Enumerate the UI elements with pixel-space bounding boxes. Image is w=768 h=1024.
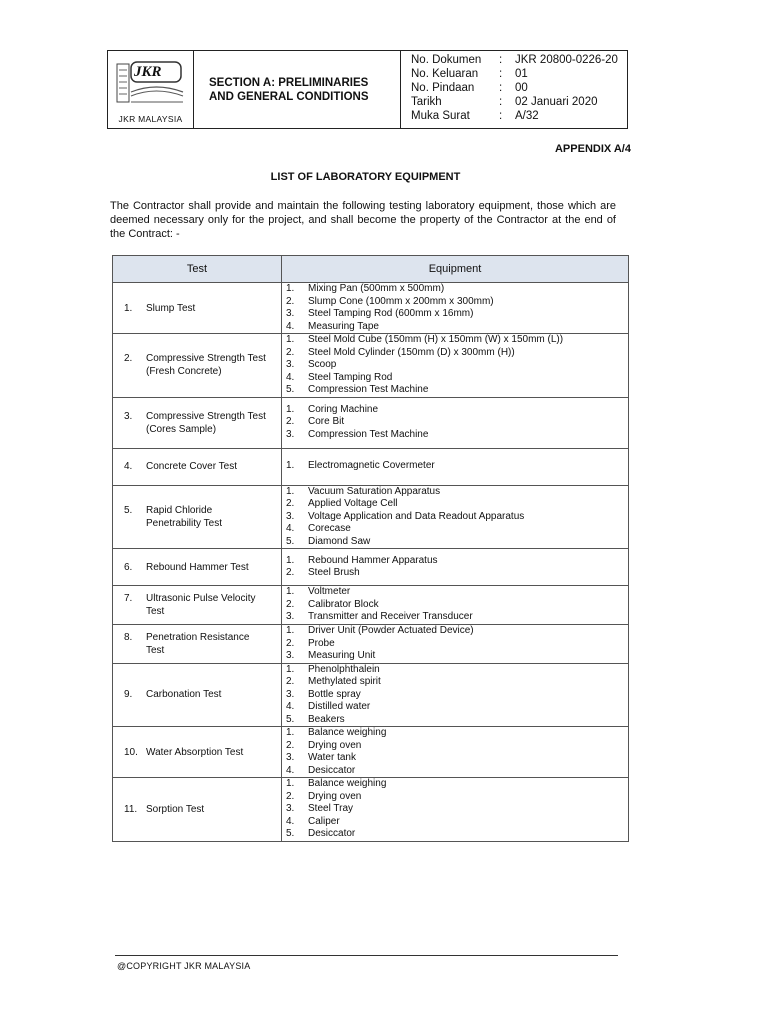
list-item [286, 740, 628, 753]
section-title-line2: AND GENERAL CONDITIONS [209, 90, 369, 103]
list-item [286, 347, 628, 360]
equipment-name: Mixing Pan (500mm x 500mm) [308, 283, 445, 294]
equipment-name: Desiccator [308, 828, 356, 839]
test-cell [113, 334, 282, 398]
list-item [286, 460, 628, 473]
copyright-footer: @COPYRIGHT JKR MALAYSIA [117, 961, 251, 971]
test-number: 7. [124, 593, 133, 604]
equipment-number: 1. [286, 778, 295, 789]
equipment-name: Distilled water [308, 701, 371, 712]
equipment-name: Steel Mold Cylinder (150mm (D) x 300mm (H)) [308, 346, 515, 358]
test-cell [113, 485, 282, 549]
meta-separator: : [499, 54, 503, 66]
section-title [194, 51, 401, 128]
test-name: Carbonation Test [146, 689, 222, 701]
test-name: Penetrability Test [146, 517, 222, 529]
equipment-number: 1. [286, 554, 295, 566]
equipment-cell [282, 663, 629, 727]
table-row [113, 586, 629, 625]
equipment-number: 1. [286, 334, 295, 345]
equipment-name: Probe [308, 637, 335, 649]
equipment-number: 5. [286, 828, 295, 839]
meta-row [411, 81, 627, 95]
test-number: 4. [124, 461, 133, 472]
equipment-name: Steel Mold Cube (150mm (H) x 150mm (W) x 150mm (L)) [308, 334, 564, 345]
equipment-name: Coring Machine [308, 403, 379, 415]
equipment-number: 2. [286, 498, 295, 509]
equipment-name: Calibrator Block [308, 598, 379, 610]
meta-value: 02 Januari 2020 [515, 96, 598, 108]
meta-label: Tarikh [411, 96, 442, 108]
equipment-name: Rebound Hammer Apparatus [308, 554, 438, 566]
equipment-number: 3. [286, 803, 295, 814]
table-header-row [113, 256, 629, 283]
equipment-number: 1. [286, 625, 295, 636]
test-name: Sorption Test [146, 803, 205, 815]
equipment-name: Transmitter and Receiver Transducer [308, 611, 473, 623]
list-item [286, 321, 628, 334]
equipment-number: 3. [286, 510, 295, 522]
equipment-number: 4. [286, 371, 295, 383]
equipment-name: Vacuum Saturation Apparatus [308, 485, 441, 497]
test-cell [113, 549, 282, 586]
table-row [113, 283, 629, 334]
equipment-number: 1. [286, 586, 295, 598]
list-item [286, 372, 628, 385]
equipment-number: 2. [286, 739, 295, 751]
test-cell [113, 625, 282, 664]
test-cell [113, 778, 282, 842]
header-equipment: Equipment [282, 256, 629, 283]
list-item [286, 283, 628, 296]
test-number: 5. [124, 504, 133, 516]
equipment-name: Bottle spray [308, 688, 361, 700]
equipment-name: Driver Unit (Powder Actuated Device) [308, 625, 474, 636]
meta-separator: : [499, 82, 503, 94]
test-cell [113, 283, 282, 334]
list-item [286, 416, 628, 429]
equipment-number: 2. [286, 567, 295, 578]
equipment-name: Compression Test Machine [308, 384, 429, 395]
equipment-name: Steel Tray [308, 803, 354, 814]
meta-value: JKR 20800-0226-20 [515, 54, 618, 66]
equipment-cell [282, 727, 629, 778]
test-name: Compressive Strength Test [146, 410, 266, 422]
meta-row [411, 95, 627, 109]
equipment-number: 2. [286, 295, 295, 307]
list-item [286, 511, 628, 524]
equipment-name: Steel Brush [308, 567, 360, 578]
table-row [113, 625, 629, 664]
equipment-number: 3. [286, 359, 295, 370]
test-name: Rapid Chloride [146, 504, 213, 516]
equipment-cell [282, 625, 629, 664]
equipment-name: Voltmeter [308, 586, 351, 598]
list-item [286, 334, 628, 347]
equipment-number: 3. [286, 650, 295, 661]
test-name: Ultrasonic Pulse Velocity [146, 593, 256, 604]
meta-value: A/32 [515, 110, 539, 122]
header-test: Test [113, 256, 282, 283]
equipment-number: 3. [286, 688, 295, 700]
equipment-name: Applied Voltage Cell [308, 498, 398, 509]
list-item [286, 486, 628, 499]
equipment-name: Drying oven [308, 790, 362, 802]
equipment-number: 5. [286, 535, 295, 547]
equipment-name: Electromagnetic Covermeter [308, 460, 435, 472]
list-item [286, 625, 628, 638]
meta-label: Muka Surat [411, 110, 470, 122]
meta-value: 00 [515, 82, 528, 94]
test-number: 2. [124, 353, 133, 365]
test-cell [113, 448, 282, 485]
meta-separator: : [499, 68, 503, 80]
list-item [286, 359, 628, 372]
list-item [286, 498, 628, 511]
equipment-name: Corecase [308, 523, 351, 534]
list-item [286, 778, 628, 791]
equipment-number: 2. [286, 790, 295, 802]
equipment-number: 2. [286, 416, 295, 428]
meta-label: No. Pindaan [411, 82, 475, 94]
test-number: 11. [124, 803, 138, 815]
document-meta [401, 51, 627, 128]
list-item [286, 765, 628, 778]
list-item [286, 689, 628, 702]
equipment-number: 2. [286, 598, 295, 610]
meta-row [411, 53, 627, 67]
meta-separator: : [499, 110, 503, 122]
equipment-name: Core Bit [308, 416, 345, 428]
equipment-name: Voltage Application and Data Readout Apparatus [308, 510, 525, 522]
list-item [286, 664, 628, 677]
appendix-label: APPENDIX A/4 [554, 143, 631, 155]
meta-separator: : [499, 96, 503, 108]
document-title: LIST OF LABORATORY EQUIPMENT [270, 171, 461, 183]
intro-paragraph: The Contractor shall provide and maintain the following testing laboratory equipment, those which are deemed necessary only for the project, and shall become the property of the Contractor at the end of the Contract: - [110, 200, 616, 240]
equipment-table [112, 255, 629, 842]
table-row [113, 397, 629, 448]
equipment-number: 2. [286, 346, 295, 358]
equipment-name: Measuring Tape [308, 320, 379, 332]
list-item [286, 536, 628, 549]
equipment-name: Balance weighing [308, 727, 387, 738]
meta-value: 01 [515, 68, 528, 80]
test-cell [113, 397, 282, 448]
equipment-name: Measuring Unit [308, 650, 376, 661]
equipment-number: 3. [286, 752, 295, 763]
meta-label: No. Keluaran [411, 68, 479, 80]
meta-row [411, 67, 627, 81]
test-cell [113, 663, 282, 727]
equipment-name: Balance weighing [308, 778, 387, 789]
equipment-number: 4. [286, 815, 295, 827]
list-item [286, 714, 628, 727]
equipment-name: Beakers [308, 713, 345, 725]
list-item [286, 701, 628, 714]
equipment-name: Water tank [308, 752, 356, 763]
list-item [286, 650, 628, 663]
test-name: Test [146, 644, 165, 656]
equipment-number: 4. [286, 764, 295, 776]
test-number: 1. [124, 302, 133, 314]
equipment-number: 1. [286, 663, 295, 675]
equipment-number: 2. [286, 637, 295, 649]
test-number: 8. [124, 631, 133, 643]
list-item [286, 727, 628, 740]
equipment-number: 4. [286, 523, 295, 534]
table-row [113, 334, 629, 398]
table-row [113, 549, 629, 586]
equipment-cell [282, 334, 629, 398]
test-name: Rebound Hammer Test [146, 561, 249, 573]
equipment-number: 4. [286, 320, 295, 332]
equipment-name: Diamond Saw [308, 535, 371, 547]
equipment-number: 3. [286, 428, 295, 440]
test-name: Slump Test [146, 302, 196, 314]
list-item [286, 384, 628, 397]
equipment-number: 5. [286, 713, 295, 725]
list-item [286, 523, 628, 536]
test-number: 3. [124, 410, 133, 422]
list-item [286, 638, 628, 651]
table-row [113, 778, 629, 842]
test-cell [113, 586, 282, 625]
equipment-cell [282, 485, 629, 549]
table-body [113, 283, 629, 842]
list-item [286, 676, 628, 689]
table-row [113, 663, 629, 727]
test-name: Test [146, 606, 165, 617]
list-item [286, 803, 628, 816]
meta-row [411, 109, 627, 123]
test-name: (Cores Sample) [146, 423, 217, 435]
meta-label: No. Dokumen [411, 54, 482, 66]
equipment-cell [282, 397, 629, 448]
list-item [286, 816, 628, 829]
equipment-number: 4. [286, 701, 295, 712]
list-item [286, 555, 628, 568]
equipment-name: Desiccator [308, 764, 356, 776]
document-header [107, 50, 628, 129]
table-row [113, 448, 629, 485]
equipment-number: 1. [286, 283, 295, 294]
equipment-name: Compression Test Machine [308, 428, 429, 440]
equipment-number: 1. [286, 485, 295, 497]
list-item [286, 404, 628, 417]
equipment-cell [282, 586, 629, 625]
equipment-number: 3. [286, 308, 295, 319]
test-name: Penetration Resistance [146, 631, 250, 643]
test-name: Concrete Cover Test [146, 461, 237, 472]
list-item [286, 308, 628, 321]
test-cell [113, 727, 282, 778]
equipment-name: Slump Cone (100mm x 200mm x 300mm) [308, 295, 494, 307]
list-item [286, 791, 628, 804]
equipment-cell [282, 549, 629, 586]
table-row [113, 485, 629, 549]
section-title-line1: SECTION A: PRELIMINARIES [209, 76, 369, 89]
equipment-name: Methylated spirit [308, 676, 381, 687]
list-item [286, 599, 628, 612]
list-item [286, 611, 628, 624]
equipment-number: 3. [286, 611, 295, 623]
equipment-cell [282, 448, 629, 485]
equipment-number: 2. [286, 676, 295, 687]
footer-divider [115, 955, 618, 956]
equipment-name: Scoop [308, 359, 337, 370]
test-name: (Fresh Concrete) [146, 366, 222, 378]
test-name: Compressive Strength Test [146, 353, 266, 365]
logo-cell [108, 51, 194, 128]
test-number: 6. [124, 561, 133, 573]
test-number: 10. [124, 746, 138, 758]
equipment-number: 1. [286, 403, 295, 415]
list-item [286, 752, 628, 765]
list-item [286, 828, 628, 841]
equipment-number: 1. [286, 727, 295, 738]
equipment-name: Steel Tamping Rod [308, 371, 393, 383]
test-name: Water Absorption Test [146, 746, 244, 758]
equipment-number: 1. [286, 460, 295, 472]
equipment-name: Steel Tamping Rod (600mm x 16mm) [308, 308, 474, 319]
list-item [286, 586, 628, 599]
test-number: 9. [124, 689, 133, 701]
equipment-name: Phenolphthalein [308, 663, 380, 675]
list-item [286, 567, 628, 580]
logo-text: JKR [134, 64, 162, 80]
equipment-name: Caliper [308, 815, 340, 827]
list-item [286, 429, 628, 442]
equipment-cell [282, 283, 629, 334]
table-row [113, 727, 629, 778]
equipment-cell [282, 778, 629, 842]
equipment-name: Drying oven [308, 739, 362, 751]
org-name: JKR MALAYSIA [118, 114, 183, 124]
list-item [286, 296, 628, 309]
equipment-number: 5. [286, 384, 295, 395]
